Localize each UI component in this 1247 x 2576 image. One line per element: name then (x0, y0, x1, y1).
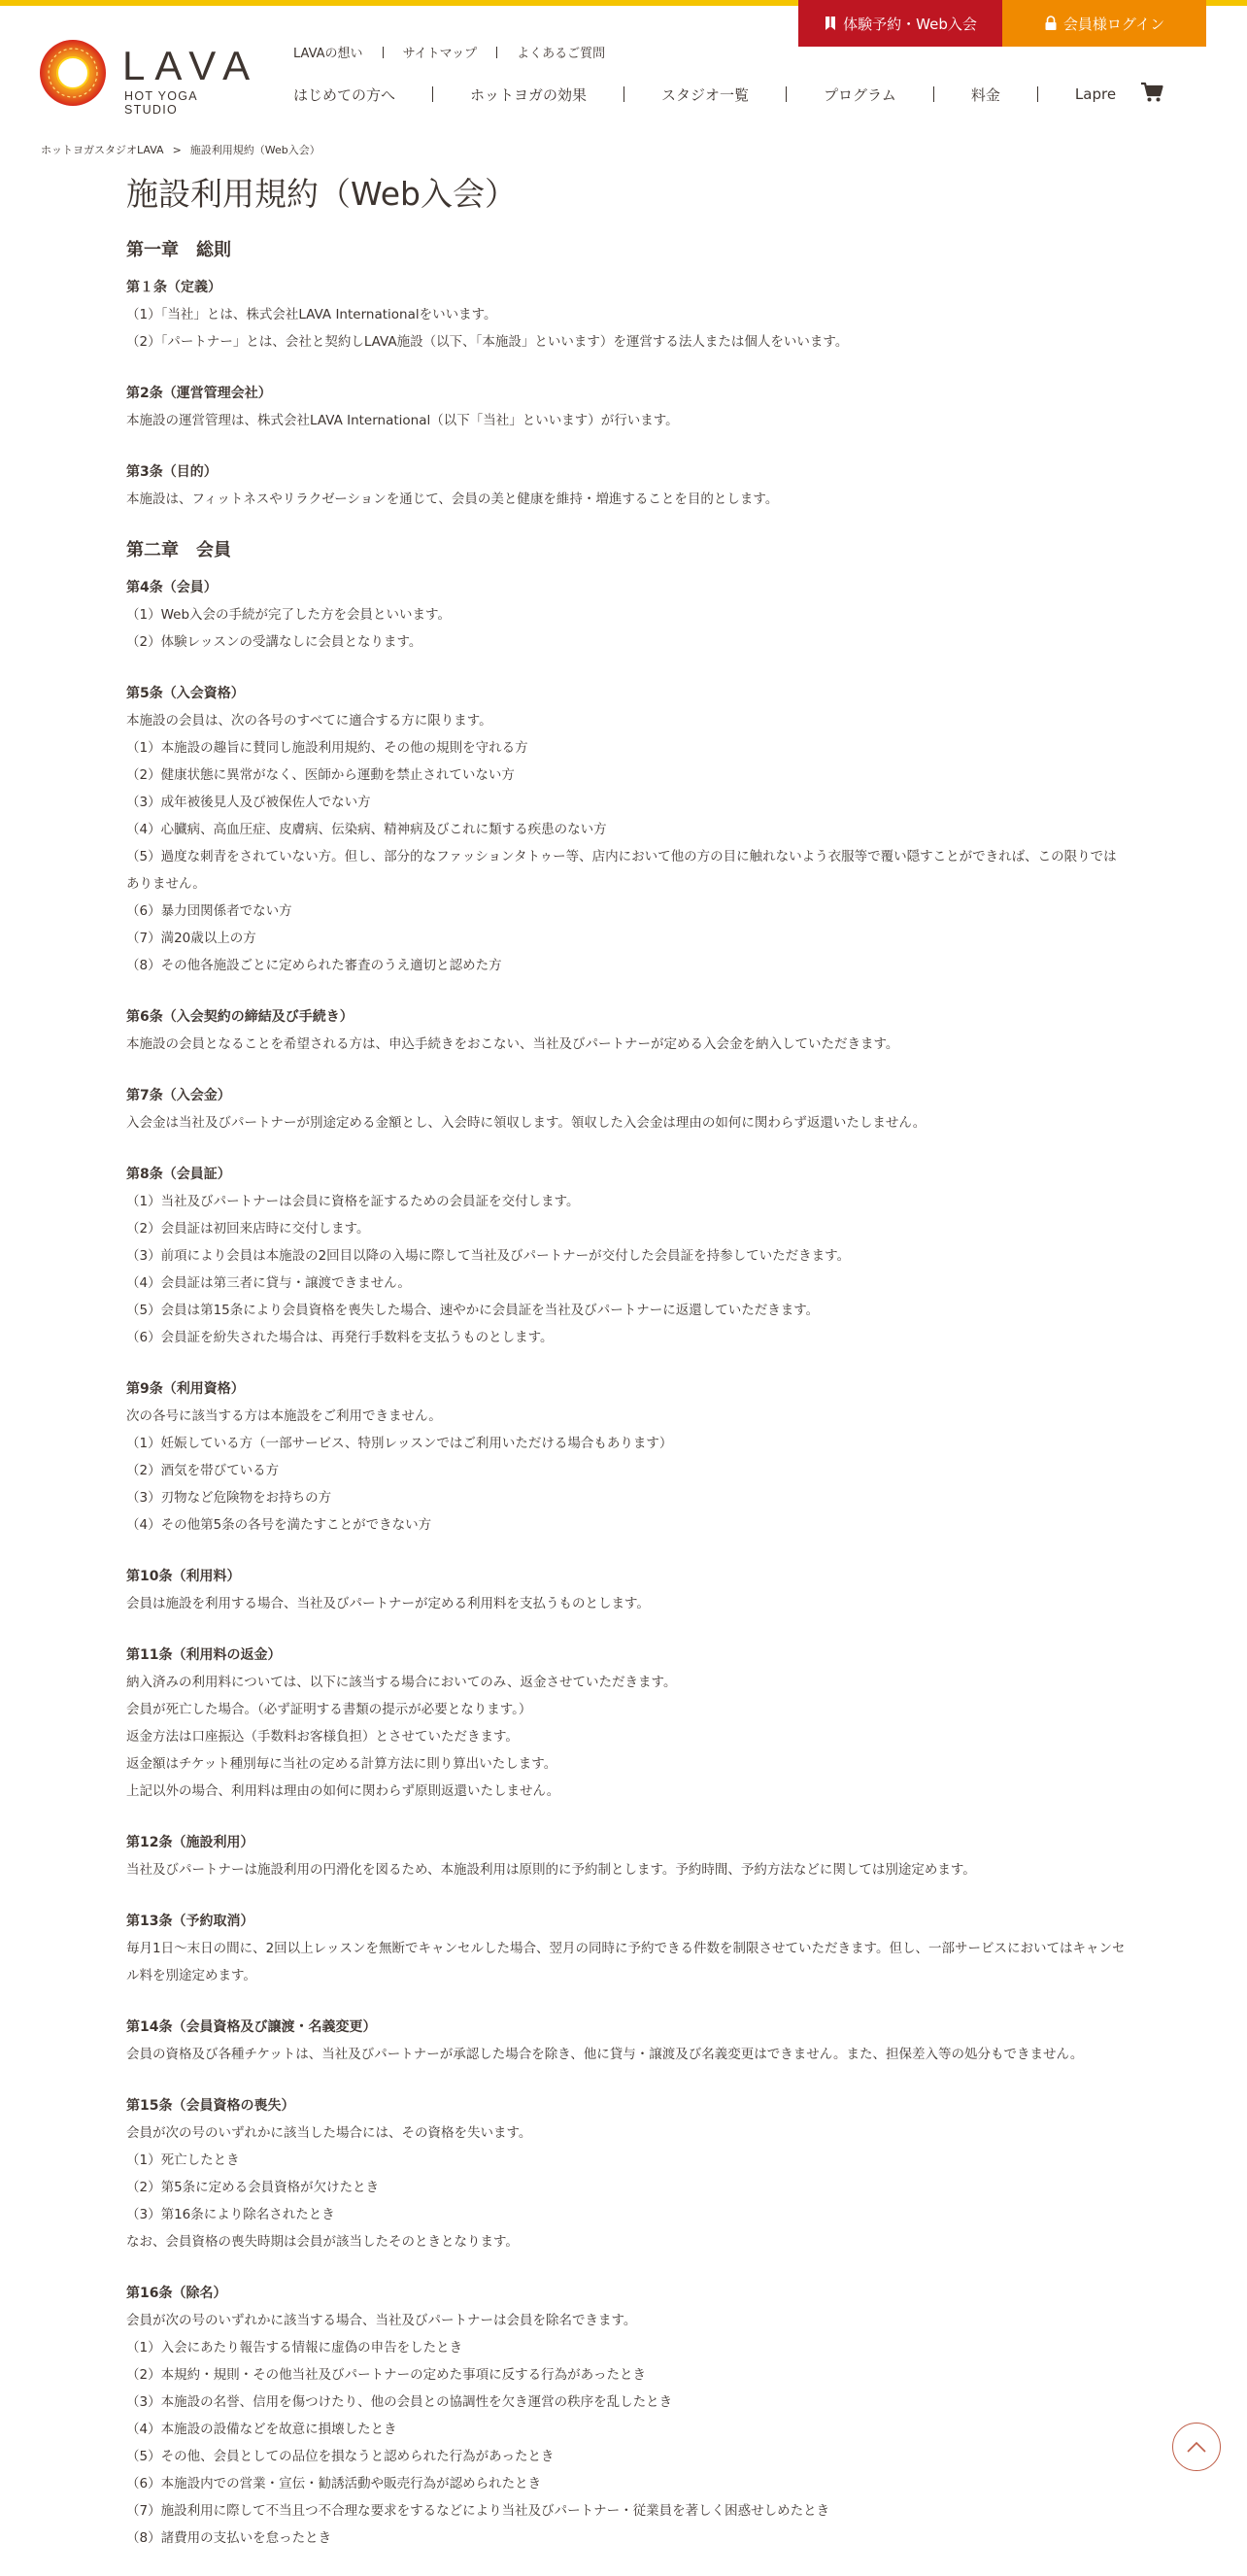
article-title: 第7条（入会金） (126, 1088, 231, 1103)
divider (383, 47, 384, 58)
util-nav-philosophy[interactable]: LAVAの想い (293, 47, 363, 61)
article-line: （1）当社及びパートナーは会員に資格を証するための会員証を交付します。 (126, 1194, 580, 1209)
divider (933, 86, 934, 102)
divider (786, 86, 787, 102)
article-line: （1）入会にあたり報告する情報に虚偽の申告をしたとき (126, 2340, 463, 2356)
article-line: （3）前項により会員は本施設の2回目以降の入場に際して当社及びパートナーが交付した会員証を持参していただきます。 (126, 1248, 851, 1264)
chevron-up-icon (1186, 2440, 1207, 2454)
article-title: 第11条（利用料の返金） (126, 1647, 282, 1663)
article (126, 680, 1127, 979)
article-line: 会員が次の号のいずれかに該当した場合には、その資格を失います。 (126, 2125, 532, 2141)
article (126, 1829, 1127, 1883)
article-title: 第10条（利用料） (126, 1569, 241, 1584)
article-line: （2）本規約・規則・その他当社及びパートナーの定めた事項に反する行為があったとき (126, 2367, 646, 2383)
article-line: （4）会員証は第三者に貸与・譲渡できません。 (126, 1275, 411, 1291)
article-line: （3）第16条により除名されたとき (126, 2207, 335, 2222)
article (126, 2014, 1127, 2068)
logo-subtitle: HOT YOGA STUDIO (124, 89, 198, 117)
article-title: 第6条（入会契約の締結及び手続き） (126, 1009, 354, 1025)
article-line: （6）会員証を紛失された場合は、再発行手数料を支払うものとします。 (126, 1330, 554, 1345)
article-line: （1）本施設の趣旨に賛同し施設利用規約、その他の規則を守れる方 (126, 740, 528, 756)
article (126, 2092, 1127, 2255)
article-line: 本施設の会員は、次の各号のすべてに適合する方に限ります。 (126, 713, 492, 729)
article-line: 会員の資格及び各種チケットは、当社及びパートナーが承認した場合を除き、他に貸与・譲渡及び名義変更はできません。また、担保差入等の処分もできません。 (126, 2047, 1084, 2062)
bookmark-icon (824, 16, 837, 31)
article-line: （2）酒気を帯びている方 (126, 1463, 280, 1478)
article (126, 1082, 1127, 1136)
lava-sun-logo-icon (39, 39, 107, 107)
article-line: （7）満20歳以上の方 (126, 931, 256, 946)
breadcrumb (41, 142, 320, 157)
article-line: 次の各号に該当する方は本施設をご利用できません。 (126, 1408, 442, 1424)
article (126, 574, 1127, 656)
article-title: 第14条（会員資格及び譲渡・名義変更） (126, 2019, 377, 2035)
article (126, 1003, 1127, 1058)
article-line: 返金額はチケット種別毎に当社の定める計算方法に則り算出いたします。 (126, 1756, 557, 1772)
page-title: 施設利用規約（Web入会） (126, 175, 517, 213)
util-nav-faq[interactable]: よくあるご質問 (517, 47, 606, 61)
article-line: 上記以外の場合、利用料は理由の如何に関わらず原則返還いたしません。 (126, 1783, 560, 1799)
article (126, 458, 1127, 513)
chapter-2-articles (126, 574, 1127, 2552)
util-nav-sitemap[interactable]: サイトマップ (402, 47, 478, 61)
article-title: 第9条（利用資格） (126, 1381, 245, 1397)
nav-beginners[interactable]: はじめての方へ (293, 85, 396, 104)
article-line: （2）第5条に定める会員資格が欠けたとき (126, 2180, 380, 2195)
article (126, 1375, 1127, 1539)
article-line: 入会金は当社及びパートナーが別途定める金額とし、入会時に領収します。領収した入会金は理由の如何に関わらず返還いたしません。 (126, 1115, 927, 1131)
article-line: （6）本施設内での営業・宣伝・勧誘活動や販売行為が認められたとき (126, 2476, 542, 2491)
article-line: 本施設の会員となることを希望される方は、申込手続きをおこない、当社及びパートナーが定める入会金を納入していただきます。 (126, 1036, 899, 1052)
article-title: 第8条（会員証） (126, 1167, 231, 1182)
nav-pricing[interactable]: 料金 (970, 85, 1000, 104)
article-line: （8）諸費用の支払いを怠ったとき (126, 2530, 332, 2546)
nav-hot-yoga-effects[interactable]: ホットヨガの効果 (470, 85, 588, 104)
article-line: 本施設の運営管理は、株式会社LAVA International（以下「当社」といいます）が行います。 (126, 413, 679, 428)
article-line: 毎月1日〜末日の間に、2回以上レッスンを無断でキャンセルした場合、翌月の同時に予約できる件数を制限させていただきます。但し、一部サービスにおいてはキャンセル料を別途定めます。 (126, 1941, 1126, 1983)
terms-content (126, 171, 1127, 2576)
article-line: 会員は施設を利用する場合、当社及びパートナーが定める利用料を支払うものとします。 (126, 1596, 650, 1611)
article-line: 返金方法は口座振込（手数料お客様負担）とさせていただきます。 (126, 1729, 519, 1745)
article-line: （3）成年被後見人及び被保佐人でない方 (126, 795, 371, 810)
article-line: （4）本施設の設備などを故意に損壊したとき (126, 2422, 397, 2437)
article-line: （1）妊娠している方（一部サービス、特別レッスンではご利用いただける場合もあります） (126, 1436, 673, 1451)
article (126, 1161, 1127, 1351)
article-line: 会員が次の号のいずれかに該当する場合、当社及びパートナーは会員を除名できます。 (126, 2313, 637, 2328)
article-line: （1）死亡したとき (126, 2152, 240, 2168)
nav-lapre[interactable]: Lapre (1074, 85, 1117, 103)
article-line: （7）施設利用に際して不当且つ不合理な要求をするなどにより当社及びパートナー・従業員を著しく困惑せしめたとき (126, 2503, 830, 2519)
breadcrumb-separator: > (172, 144, 182, 156)
site-header (0, 6, 1247, 140)
article-line: （2）健康状態に異常がなく、医師から運動を禁止されていない方 (126, 767, 515, 783)
article-line: 納入済みの利用料については、以下に該当する場合においてのみ、返金させていただきます。 (126, 1675, 677, 1690)
article-line: （2）会員証は初回来店時に交付します。 (126, 1221, 370, 1237)
article-line: （6）暴力団関係者でない方 (126, 903, 292, 919)
article-line: （1）Web入会の手続が完了した方を会員といいます。 (126, 607, 451, 623)
article (126, 1563, 1127, 1617)
utility-nav (293, 43, 605, 61)
article-line: （4）心臓病、高血圧症、皮膚病、伝染病、精神病及びこれに類する疾患のない方 (126, 822, 607, 837)
article-line: （2）体験レッスンの受講なしに会員となります。 (126, 634, 422, 650)
divider (432, 86, 433, 102)
article-title: 第5条（入会資格） (126, 686, 245, 701)
article-line: （5）その他、会員としての品位を損なうと認められた行為があったとき (126, 2449, 555, 2464)
trial-reservation-label: 体験予約・Web入会 (843, 15, 977, 33)
article (126, 274, 1127, 356)
article-line: （3）本施設の名誉、信用を傷つけたり、他の会員との協調性を欠き運営の秩序を乱したとき (126, 2394, 673, 2410)
article-title: 第2条（運営管理会社） (126, 386, 272, 401)
nav-studio-list[interactable]: スタジオ一覧 (661, 85, 750, 104)
article-line: 会員が死亡した場合。（必ず証明する書類の提示が必要となります。） (126, 1702, 532, 1717)
article-title: 第16条（除名） (126, 2286, 227, 2301)
article-title: 第4条（会員） (126, 580, 218, 595)
article-line: なお、会員資格の喪失時期は会員が該当したそのときとなります。 (126, 2234, 519, 2250)
article-title: 第12条（施設利用） (126, 1835, 254, 1850)
member-login-button[interactable] (1002, 0, 1206, 47)
chapter-1-articles (126, 274, 1127, 513)
article-line: （5）過度な刺青をされていない方。但し、部分的なファッションタトゥー等、店内において他の方の目に触れないよう衣服等で覆い隠すことができれば、この限りではありません。 (126, 849, 1117, 892)
article-line: （1）「当社」とは、株式会社LAVA Internationalをいいます。 (126, 307, 497, 322)
breadcrumb-home[interactable]: ホットヨガスタジオLAVA (41, 144, 164, 156)
cart-icon (1140, 82, 1163, 103)
chapter-heading: 第一章 総則 (126, 240, 231, 260)
chapter-heading: 第二章 会員 (126, 540, 231, 560)
site-logo[interactable] (39, 39, 260, 117)
article (126, 2280, 1127, 2552)
member-login-label: 会員様ログイン (1062, 15, 1165, 33)
article-title: 第15条（会員資格の喪失） (126, 2098, 295, 2114)
article-line: （3）刃物など危険物をお持ちの方 (126, 1490, 332, 1506)
article-title: 第１条（定義） (126, 280, 221, 295)
article (126, 1908, 1127, 1989)
article-line: 本施設は、フィットネスやリラクゼーションを通じて、会員の美と健康を維持・増進することを目的とします。 (126, 491, 779, 507)
lock-icon (1044, 16, 1058, 31)
article (126, 1642, 1127, 1805)
article-line: （2）「パートナー」とは、会社と契約しLAVA施設（以下、「本施設」といいます）を運営する法人または個人をいいます。 (126, 334, 849, 350)
main-nav (293, 80, 1167, 109)
article-line: （4）その他第5条の各号を満たすことができない方 (126, 1517, 432, 1533)
logo-wordmark: LAVA (122, 43, 260, 88)
divider (1037, 86, 1038, 102)
article (126, 380, 1127, 434)
trial-reservation-button[interactable] (798, 0, 1002, 47)
cart-button[interactable] (1140, 82, 1163, 107)
back-to-top-button[interactable] (1172, 2423, 1221, 2471)
article-line: （5）会員は第15条により会員資格を喪失した場合、速やかに会員証を当社及びパートナーに返還していただきます。 (126, 1303, 820, 1318)
article-line: （8）その他各施設ごとに定められた審査のうえ適切と認めた方 (126, 958, 502, 973)
nav-programs[interactable]: プログラム (824, 85, 896, 104)
article-title: 第3条（目的） (126, 464, 218, 480)
divider (496, 47, 497, 58)
article-line: 当社及びパートナーは施設利用の円滑化を図るため、本施設利用は原則的に予約制とします。予約時間、予約方法などに関しては別途定めます。 (126, 1862, 976, 1878)
article-title: 第13条（予約取消） (126, 1914, 254, 1929)
breadcrumb-current: 施設利用規約（Web入会） (189, 144, 320, 156)
